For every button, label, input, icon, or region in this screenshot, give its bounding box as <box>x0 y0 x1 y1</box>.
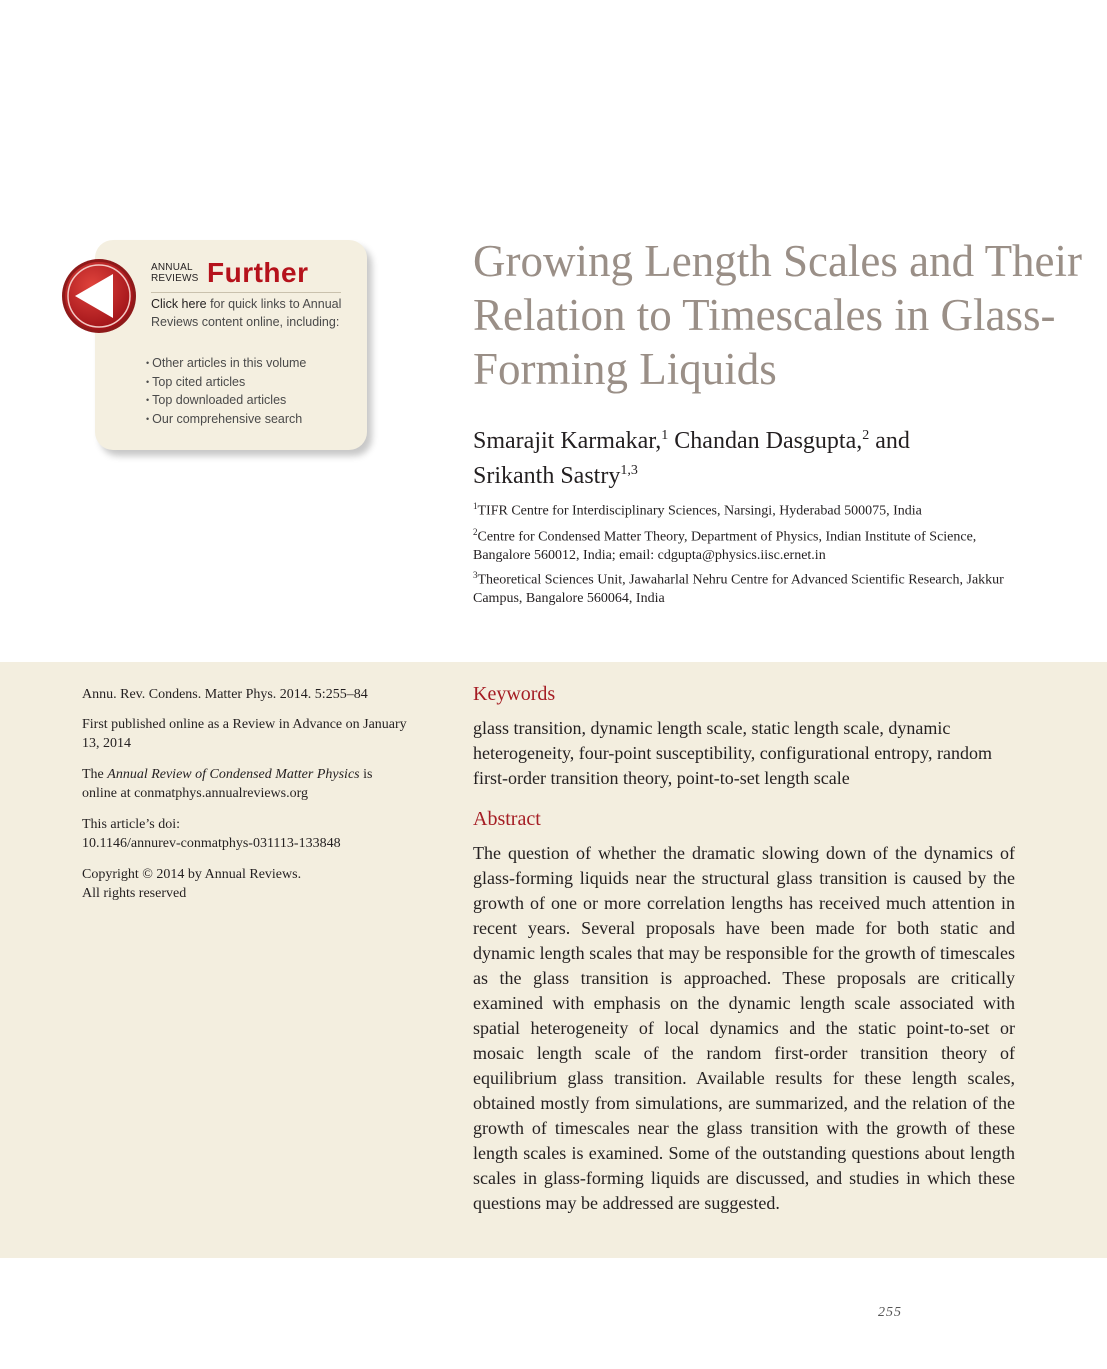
affiliation <box>473 566 1018 608</box>
keywords-text: glass transition, dynamic length scale, static length scale, dynamic heterogeneity, four-point susceptibility, configurational entropy, random first-order transition theory, point-to-set length scale <box>473 718 992 788</box>
affiliation-mark: 3 <box>473 570 478 580</box>
article-title: Growing Length Scales and Their Relation to Timescales in Glass-Forming Liquids <box>473 236 1083 394</box>
copyright-block <box>82 865 407 903</box>
rights: All rights reserved <box>82 886 187 901</box>
click-here-link[interactable]: Click here <box>151 297 207 311</box>
affiliation-text: Centre for Condensed Matter Theory, Department of Physics, Indian Institute of Science, Bangalore 560012, India; email: cdgupta@physics.iisc.ernet.in <box>473 529 977 563</box>
abstract-heading: Abstract <box>473 808 541 830</box>
annual-reviews-logo-text <box>151 262 199 284</box>
affiliation-text: Theoretical Sciences Unit, Jawaharlal Nehru Centre for Advanced Scientific Research, Jakkur Campus, Bangalore 560064, India <box>473 572 1004 606</box>
further-link-search[interactable]: • Our comprehensive search <box>146 411 306 430</box>
publication-date: First published online as a Review in Advance on January 13, 2014 <box>82 717 407 751</box>
affiliation <box>473 497 1018 521</box>
author-name: Chandan Dasgupta, <box>674 428 863 454</box>
doi-label: This article’s doi: <box>82 817 180 832</box>
affiliation-mark: 1 <box>473 501 478 511</box>
copyright: Copyright © 2014 by Annual Reviews. <box>82 867 302 882</box>
journal-url[interactable]: is online at conmatphys.annualreviews.org <box>82 767 373 801</box>
further-link-top-downloaded[interactable]: • Top downloaded articles <box>146 392 306 411</box>
affiliation <box>473 523 1018 565</box>
keywords-heading: Keywords <box>473 683 556 705</box>
doi-value[interactable]: 10.1146/annurev-conmatphys-031113-133848 <box>82 836 341 851</box>
author-affiliation-mark: 1,3 <box>620 463 638 478</box>
abstract-text: The question of whether the dramatic slowing down of the dynamics of glass-forming liquids near the structural glass transition is caused by the growth of one or more correlation lengths has received much attention in recent years. Several proposals have been made for both static and dynamic length scales that may be responsible for the growth of timescales as the glass transition is approached. These proposals are critically examined with emphasis on the dynamic length scale associated with spatial heterogeneity of local dynamics and the static point-to-set or mosaic length scale of the random first-order transition theory of equilibrium glass transition. Available results for these length scales, obtained mostly from simulations, are summarized, and the relation of the growth of timescales near the glass transition with the growth of these length scales is examined. Some of the outstanding questions about length scales in glass-forming liquids are discussed, and studies in which these questions may be addressed are suggested. <box>473 843 1015 1213</box>
further-intro <box>151 296 351 331</box>
further-intro-text: for quick links to Annual Reviews content online, including: <box>151 297 342 329</box>
author-affiliation-mark: 1 <box>661 428 669 443</box>
further-links <box>146 355 306 429</box>
reviews-word: REVIEWS <box>151 273 199 284</box>
author-list <box>473 421 1033 491</box>
authors-and: and <box>875 428 910 454</box>
further-link-top-cited[interactable]: • Top cited articles <box>146 374 306 393</box>
doi-block <box>82 815 407 853</box>
journal-name: Annual Review of Condensed Matter Physics <box>107 767 360 782</box>
annual-word: ANNUAL <box>151 262 193 273</box>
further-divider <box>151 292 341 293</box>
journal-info <box>82 765 407 803</box>
author-name: Srikanth Sastry <box>473 463 621 489</box>
author-affiliation-mark: 2 <box>862 428 870 443</box>
citation: Annu. Rev. Condens. Matter Phys. 2014. 5:255–84 <box>82 687 368 702</box>
further-label: Further <box>207 257 309 288</box>
affiliation-mark: 2 <box>473 527 478 537</box>
author-name: Smarajit Karmakar, <box>473 428 662 454</box>
page-number: 255 <box>878 1305 902 1320</box>
journal-pre: The <box>82 767 104 782</box>
affiliation-text: TIFR Centre for Interdisciplinary Sciences, Narsingi, Hyderabad 500075, India <box>477 503 922 519</box>
back-arrow-icon[interactable] <box>61 258 137 334</box>
further-link-other-articles[interactable]: • Other articles in this volume <box>146 355 306 374</box>
